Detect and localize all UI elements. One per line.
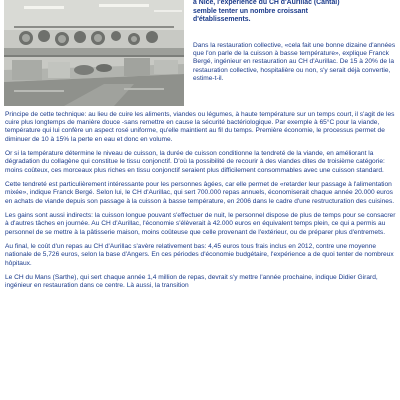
intro-lead bbox=[193, 0, 397, 25]
body-paragraph: Cette tendreté est particulièrement intéressante pour les personnes âgées, car elle permet de «retarder leur passage à l'alimentation mixée», indique Franck Bergé. Selon lui, le CH d'Aurillac, qui sert 700.000 repas annuels, économiserait chaque année 20.000 euros en achats de viande depuis son passage à la cuisson à basse température, en 2006 dans le cadre d'une restructuration des cuisines. bbox=[5, 181, 395, 205]
body-paragraph: Le CH du Mans (Sarthe), qui sert chaque année 1,4 million de repas, devrait s'y mettre l'année prochaine, indique Didier Girard, ingénieur en restauration dans ce centre. Là aussi, la transition bbox=[5, 274, 378, 290]
intro-line: d'établissements. bbox=[193, 16, 251, 24]
article-body bbox=[5, 111, 397, 297]
body-paragraph: Les gains sont aussi indirects: la cuisson longue pouvant s'effectuer de nuit, le personnel dispose de plus de temps pour se consacrer à d'autres tâches en journée. Au CH d'Aurillac, l'économie s'élèverait à 42.000 euros en équivalent temps plein, ce qui a permis au personnel de se mettre à la pâtisserie maison, moins coûteuse que celle provenant de l'extérieur, ou de préparer plus d'entremets. bbox=[5, 212, 396, 236]
body-paragraph: Or si la température détermine le niveau de cuisson, la durée de cuisson conditionne la tendreté de la viande, en améliorant la dégradation du collagène qui constitue le tissu conjonctif. D'où la possibilité de recourir à des viandes dites de troisième catégorie: moins coûteux, ces morceaux plus riches en tissu conjonctif seraient plus difficilement consommables avec une cuisson standard. bbox=[5, 150, 385, 174]
intro-line: à Nice, l'expérience du CH d'Aurillac (Cantal) bbox=[193, 0, 340, 6]
body-paragraph: Au final, le coût d'un repas au CH d'Aurillac s'avère relativement bas: 4,45 euros tous frais inclus en 2012, contre une moyenne nationale de 5,726 euros, selon la base d'Angers. En ces périodes d'économie budgétaire, l'expérience a de quoi tenter de nombreux hôpitaux. bbox=[5, 243, 394, 267]
side-paragraph: Dans la restauration collective, «cela fait une bonne dizaine d'années que l'on parle de la cuisson à basse température», explique Franck Bergé, ingénieur en restauration au CH d'Aurillac. De 15 à 20% de la restauration collective, hospitalière ou non, s'y serait déjà convertie, estime-t-il. bbox=[193, 42, 396, 82]
kitchen-photo bbox=[4, 0, 184, 106]
body-paragraph: Principe de cette technique: au lieu de cuire les aliments, viandes ou légumes, à haute température sur un temps court, il s'agit de les cuire plus longtemps de manière douce -sans remettre en cause la sécurité bactériologique. Par exemple à 65°C pour la viande, température qui lui confère un aspect rosé uniforme, qu'elle maintient au fil du temps. Première économie, le processus permet de diminuer de 10 à 15% la perte en eau et donc en volume. bbox=[5, 111, 395, 143]
intro-line: semble tenter un nombre croissant bbox=[193, 7, 308, 15]
